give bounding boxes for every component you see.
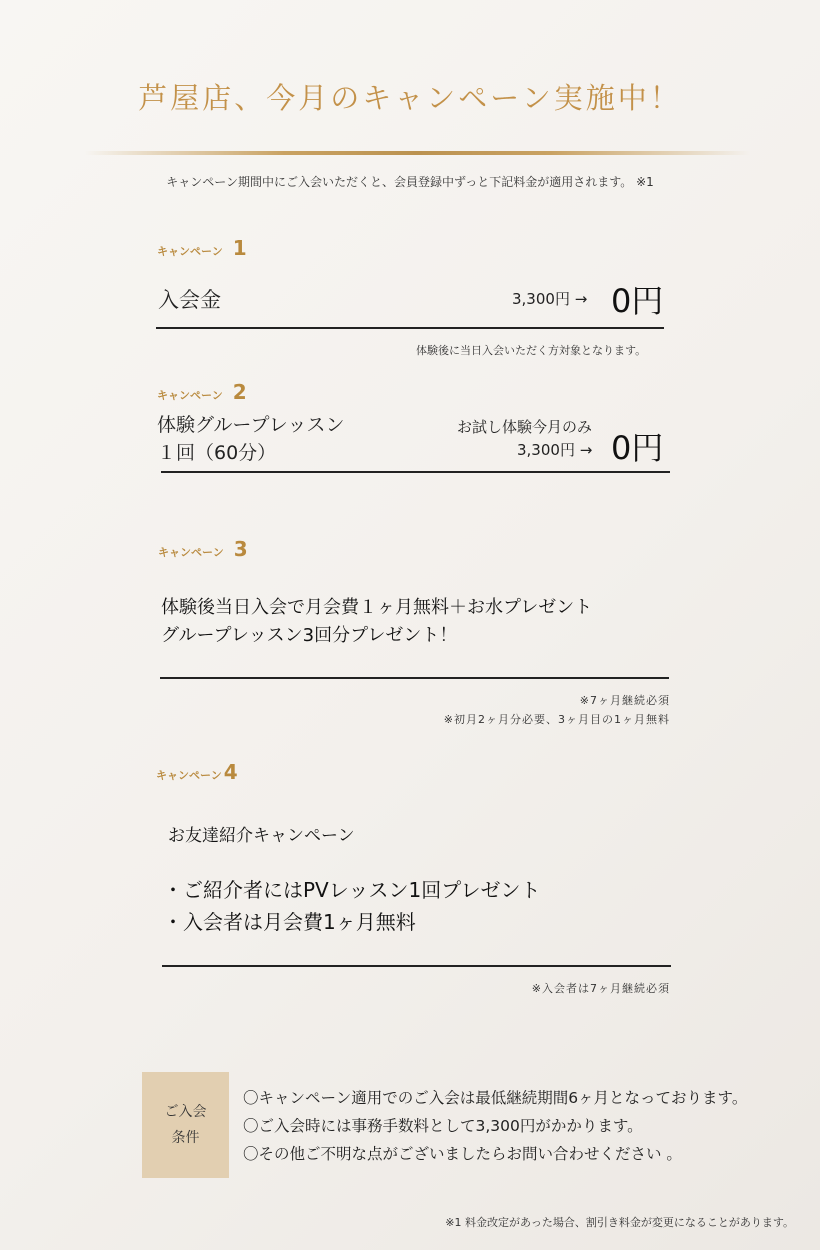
campaign-1-price-before: 3,300円 → [512,290,588,308]
intro-text: キャンペーン期間中にご入会いただくと、会員登録中ずっと下記料金が適用されます。 ※1 [166,175,654,189]
campaign-1-label [157,236,247,260]
campaign-2-price-before: 3,300円 → [517,441,593,459]
campaign-2-name-line2: １回（60分） [157,442,277,464]
campaign-3-note2: ※初月2ヶ月分必要、3ヶ月目の1ヶ月無料 [443,713,670,726]
campaign-3-note1: ※7ヶ月継続必須 [579,694,670,707]
campaign-3-number: 3 [233,537,248,561]
campaign-2-rule [161,471,670,473]
campaign-2-label-text: キャンペーン [157,389,223,402]
condition-item: 〇ご入会時には事務手数料として3,300円がかかります。 [243,1117,643,1135]
campaign-2-name [157,411,345,467]
campaign-4-label [156,760,238,784]
footnote: ※1 料金改定があった場合、割引き料金が変更になることがあります。 [445,1216,794,1229]
campaign-2-number: 2 [232,380,247,404]
campaign-4-bullets [163,874,540,938]
conditions-label-line2: 条件 [171,1130,200,1146]
condition-item: 〇その他ご不明な点がございましたらお問い合わせください 。 [243,1145,682,1163]
campaign-1-price-after: 0円 [611,282,664,320]
campaign-3-text-line1: 体験後当日入会で月会費１ヶ月無料＋お水プレゼント [161,597,593,618]
campaign-4-bullet1: ・ご紹介者にはPVレッスン1回プレゼント [163,878,541,902]
title-divider [85,151,750,155]
campaign-4-note: ※入会者は7ヶ月継続必須 [531,982,670,995]
campaign-2-price-after: 0円 [611,429,664,467]
campaign-1-name: 入会金 [158,288,221,312]
campaign-1-number: 1 [232,236,247,260]
conditions-label-line1: ご入会 [164,1104,207,1120]
campaign-4-rule [162,965,671,967]
campaign-1-note: 体験後に当日入会いただく方対象となります。 [416,344,647,357]
campaign-3-notes [444,691,670,729]
campaign-4-label-text: キャンペーン [156,769,222,782]
conditions-label-box [142,1072,229,1178]
campaign-4-bullet2: ・入会者は月会費1ヶ月無料 [163,910,416,934]
campaign-4-number: 4 [223,760,238,784]
campaign-2-name-line1: 体験グループレッスン [157,414,345,436]
campaign-3-text [161,594,592,650]
conditions-list [243,1084,747,1168]
campaign-3-text-line2: グループレッスン3回分プレゼント！ [161,625,458,646]
campaign-3-rule [160,677,669,679]
campaign-2-price-condition: お試し体験今月のみ [457,418,593,436]
condition-item: 〇キャンペーン適用でのご入会は最低継続期間6ヶ月となっております。 [243,1089,748,1107]
campaign-3-label-text: キャンペーン [158,546,224,559]
campaign-1-rule [156,327,664,329]
campaign-4-heading: お友達紹介キャンペーン [168,826,355,846]
campaign-2-label [157,380,247,404]
campaign-1-label-text: キャンペーン [157,245,223,258]
page-title: 芦屋店、今月のキャンペーン実施中！ [138,81,682,115]
campaign-3-label [158,537,248,561]
